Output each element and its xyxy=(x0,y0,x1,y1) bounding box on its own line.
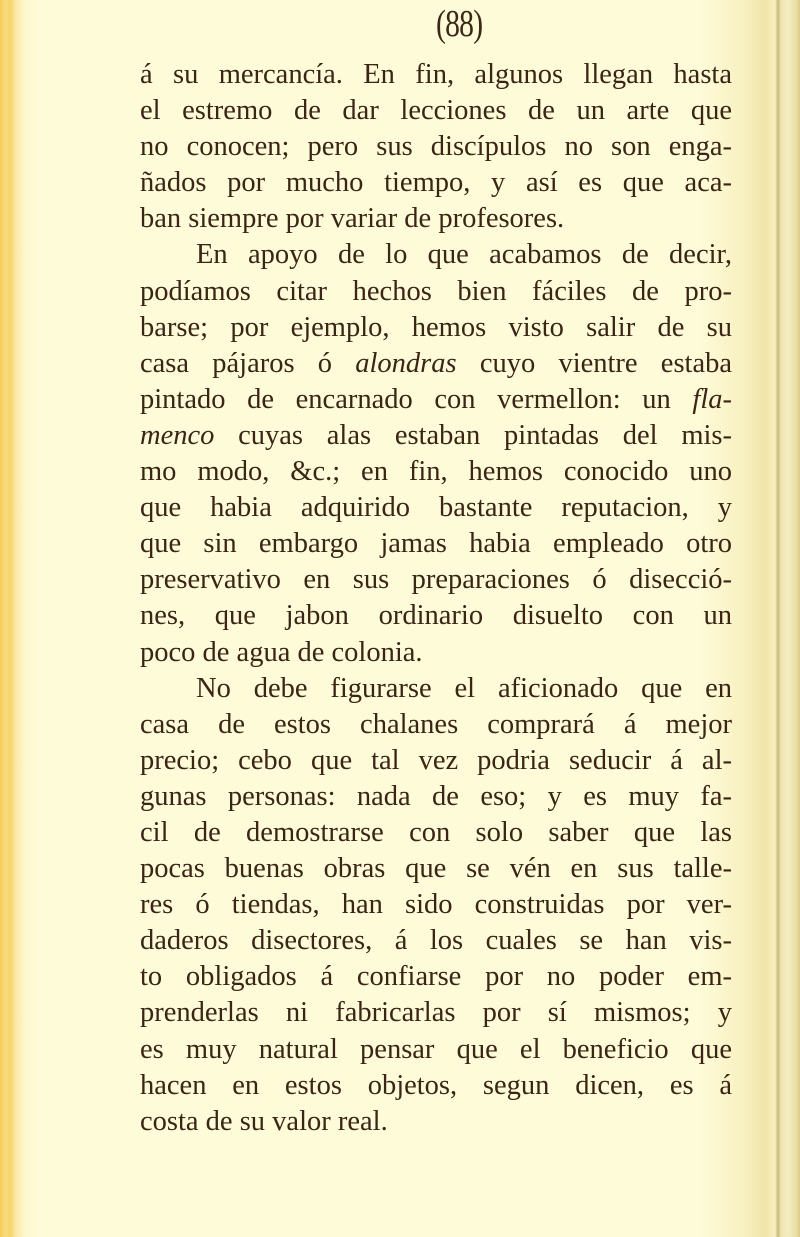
text-line: el estremo de dar lecciones de un arte que xyxy=(140,95,732,127)
text-line: hacen en estos objetos, segun dicen, es á xyxy=(140,1069,732,1101)
text-line: es muy natural pensar que el beneficio que xyxy=(140,1033,732,1065)
text-line: mo modo, &c.; en fin, hemos conocido uno xyxy=(140,456,732,488)
text-line: que habia adquirido bastante reputacion, y xyxy=(140,492,732,524)
text-line: costa de su valor real. xyxy=(140,1105,388,1137)
text-line: precio; cebo que tal vez podria seducir á al- xyxy=(140,744,732,776)
text-line: menco cuyas alas estaban pintadas del mis- xyxy=(140,419,732,451)
text-line: res ó tiendas, han sido construidas por ver- xyxy=(140,889,732,921)
page-number: (88) xyxy=(436,3,483,45)
text-line: daderos disectores, á los cuales se han vis- xyxy=(140,925,732,957)
text-line: no conocen; pero sus discípulos no son enga- xyxy=(140,131,732,163)
paragraph xyxy=(140,237,732,670)
italic-term: alondras xyxy=(355,347,457,379)
text-line: que sin embargo jamas habia empleado otro xyxy=(140,528,732,560)
paragraph xyxy=(140,671,732,1140)
text-line: prenderlas ni fabricarlas por sí mismos; y xyxy=(140,997,732,1029)
italic-term: fla- xyxy=(692,383,732,415)
text-line: En apoyo de lo que acabamos de decir, xyxy=(196,239,732,271)
text-line: pocas buenas obras que se vén en sus talle- xyxy=(140,853,732,885)
text-line: poco de agua de colonia. xyxy=(140,636,423,668)
text-line: casa pájaros ó alondras cuyo vientre estaba xyxy=(140,347,732,379)
paragraph xyxy=(140,57,732,237)
text-line: pintado de encarnado con vermellon: un fla- xyxy=(140,383,732,415)
text-line: á su mercancía. En fin, algunos llegan hasta xyxy=(140,59,732,90)
text-line: No debe figurarse el aficionado que en xyxy=(196,672,732,704)
text-line: casa de estos chalanes comprará á mejor xyxy=(140,708,732,740)
text-line: nes, que jabon ordinario disuelto con un xyxy=(140,600,732,632)
body-text xyxy=(140,57,732,1140)
text-line: preservativo en sus preparaciones ó disecció- xyxy=(140,564,732,596)
text-line: gunas personas: nada de eso; y es muy fa- xyxy=(140,780,732,812)
text-line: ban siempre por variar de profesores. xyxy=(140,203,565,235)
text-line: podíamos citar hechos bien fáciles de pro- xyxy=(140,275,732,307)
text-line: barse; por ejemplo, hemos visto salir de su xyxy=(140,311,732,343)
text-line: cil de demostrarse con solo saber que las xyxy=(140,816,732,848)
text-line: to obligados á confiarse por no poder em- xyxy=(140,961,732,993)
italic-term: menco xyxy=(140,419,215,451)
text-line: ñados por mucho tiempo, y así es que aca- xyxy=(140,167,732,199)
